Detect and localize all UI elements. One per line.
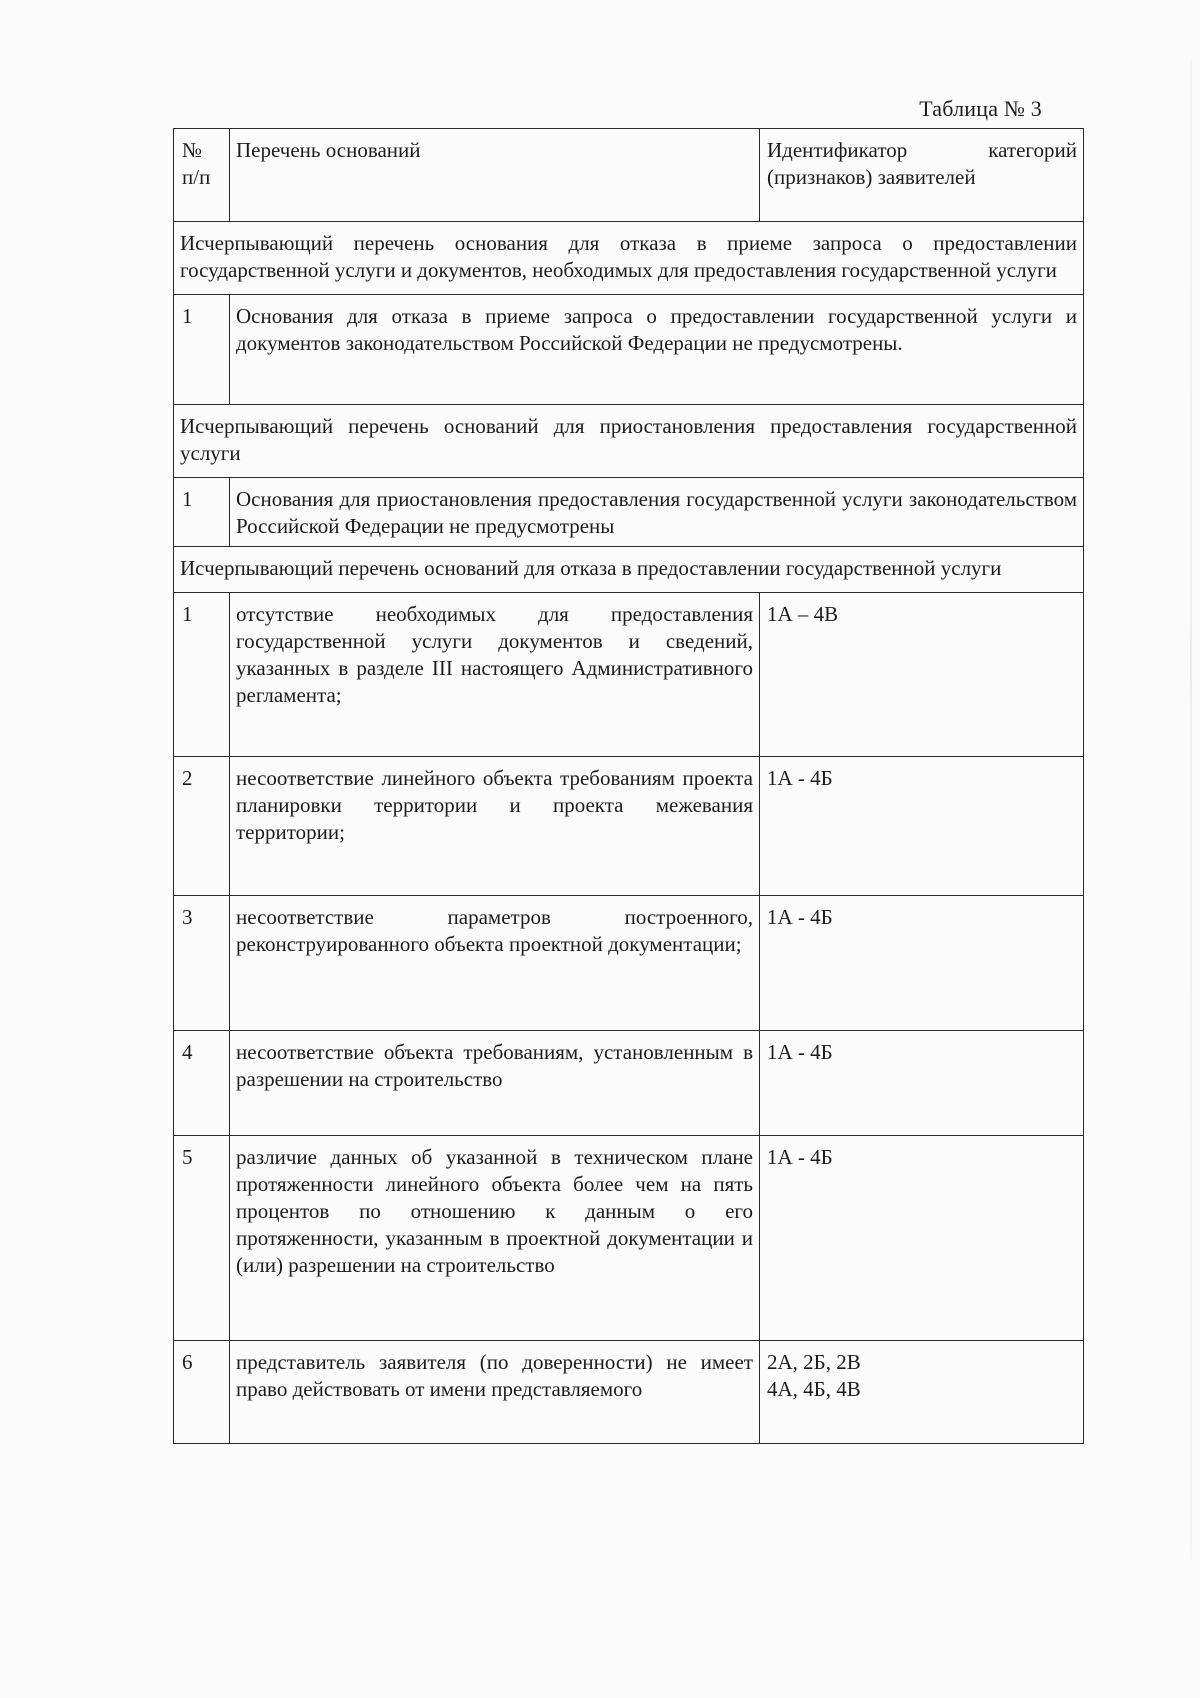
row-reason: несоответствие объекта требованиям, установленным в разрешении на строительство — [230, 1031, 760, 1136]
header-number: № п/п — [174, 129, 230, 222]
table-row — [174, 295, 1084, 405]
row-reason: различие данных об указанной в техническом плане протяженности линейного объекта более чем на пять процентов по отношению к данным о его протяженности, указанным в проектной документации и (или) разрешении на строительство — [230, 1136, 760, 1341]
row-reason: несоответствие линейного объекта требованиям проекта планировки территории и проекта межевания территории; — [230, 757, 760, 896]
scan-edge-artifact — [1190, 60, 1192, 1560]
table-row — [174, 757, 1084, 896]
grounds-table — [173, 128, 1084, 1444]
row-identifier-line: 2А, 2Б, 2В — [767, 1350, 861, 1374]
row-number: 5 — [174, 1136, 230, 1341]
header-reasons: Перечень оснований — [230, 129, 760, 222]
row-identifier: 1А - 4Б — [760, 1136, 1084, 1341]
row-reason: Основания для приостановления предоставления государственной услуги законодательством Российской Федерации не предусмотрены — [230, 478, 1084, 547]
row-number: 1 — [174, 295, 230, 405]
table-row — [174, 1136, 1084, 1341]
row-identifier: 1А - 4Б — [760, 896, 1084, 1031]
row-reason: Основания для отказа в приеме запроса о предоставлении государственной услуги и документов законодательством Российской Федерации не предусмотрены. — [230, 295, 1084, 405]
row-identifier: 1А - 4Б — [760, 1031, 1084, 1136]
row-identifier: 1А – 4В — [760, 593, 1084, 757]
row-number: 6 — [174, 1341, 230, 1444]
section-title: Исчерпывающий перечень оснований для отказа в предоставлении государственной услуги — [174, 547, 1084, 593]
table-header-row — [174, 129, 1084, 222]
row-number: 4 — [174, 1031, 230, 1136]
section-title-row — [174, 222, 1084, 295]
row-number: 1 — [174, 593, 230, 757]
table-row — [174, 1341, 1084, 1444]
section-title: Исчерпывающий перечень оснований для приостановления предоставления государственной услуги — [174, 405, 1084, 478]
row-reason: отсутствие необходимых для предоставления государственной услуги документов и сведений, указанных в разделе III настоящего Административного регламента; — [230, 593, 760, 757]
row-number: 1 — [174, 478, 230, 547]
section-title: Исчерпывающий перечень основания для отказа в приеме запроса о предоставлении государственной услуги и документов, необходимых для предоставления государственной услуги — [174, 222, 1084, 295]
row-reason: представитель заявителя (по доверенности) не имеет право действовать от имени представляемого — [230, 1341, 760, 1444]
row-number: 3 — [174, 896, 230, 1031]
table-row — [174, 1031, 1084, 1136]
table-row — [174, 896, 1084, 1031]
table-row — [174, 478, 1084, 547]
row-identifier-line: 4А, 4Б, 4В — [767, 1377, 861, 1401]
row-reason: несоответствие параметров построенного, реконструированного объекта проектной документации; — [230, 896, 760, 1031]
section-title-row — [174, 547, 1084, 593]
table-row — [174, 593, 1084, 757]
header-identifier: Идентификатор категорий (признаков) заявителей — [760, 129, 1084, 222]
row-identifier: 1А - 4Б — [760, 757, 1084, 896]
section-title-row — [174, 405, 1084, 478]
row-identifier — [760, 1341, 1084, 1444]
row-number: 2 — [174, 757, 230, 896]
table-caption: Таблица № 3 — [919, 96, 1042, 121]
